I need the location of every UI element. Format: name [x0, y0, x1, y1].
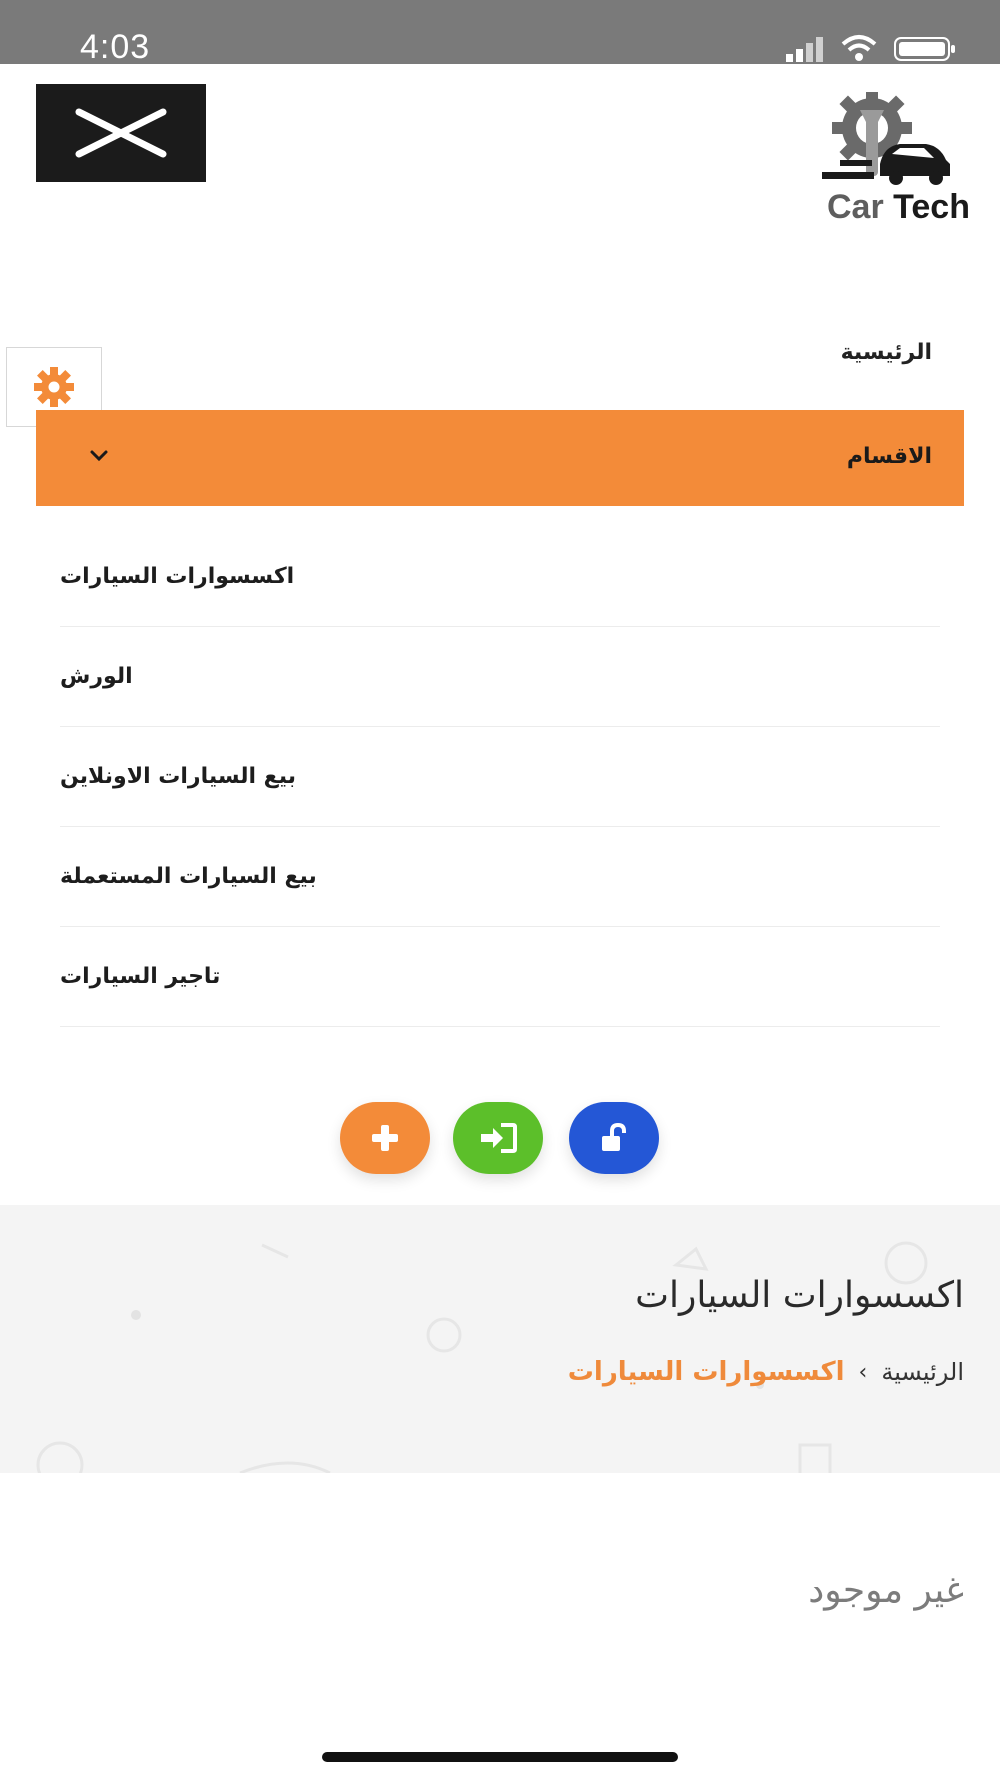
breadcrumb [568, 1357, 964, 1387]
status-bar [0, 0, 1000, 64]
login-button[interactable] [453, 1102, 543, 1174]
unlock-icon [599, 1123, 629, 1153]
submenu-item-online-car-sales[interactable]: بيع السيارات الاونلاين [60, 727, 940, 827]
register-button[interactable] [569, 1102, 659, 1174]
gear-icon [32, 365, 76, 409]
submenu-item-car-accessories[interactable]: اكسسوارات السيارات [60, 527, 940, 627]
empty-state-message: غير موجود [808, 1570, 964, 1611]
plus-icon [370, 1123, 400, 1153]
breadcrumb-home[interactable]: الرئيسية [881, 1358, 964, 1386]
menu-item-home[interactable]: الرئيسية [840, 340, 932, 365]
logo-word-tech: Tech [893, 188, 970, 226]
sign-in-icon [479, 1123, 517, 1153]
breadcrumb-current: اكسسوارات السيارات [567, 1357, 845, 1387]
car-tech-logo[interactable] [800, 92, 970, 232]
page-title: اكسسوارات السيارات [635, 1275, 964, 1316]
menu-sections-label: الاقسام [846, 444, 932, 469]
menu-item-sections[interactable] [36, 410, 964, 506]
wifi-icon [840, 34, 878, 62]
close-menu-button[interactable] [36, 84, 206, 182]
page-banner [0, 1205, 1000, 1473]
submenu-item-workshops[interactable]: الورش [60, 627, 940, 727]
status-time: 4:03 [80, 28, 151, 66]
close-icon [75, 108, 167, 158]
signal-icon [786, 36, 826, 62]
logo-text [800, 188, 970, 227]
battery-icon [894, 36, 956, 62]
sections-submenu [60, 527, 940, 1027]
gear-wrench-car-icon [800, 92, 970, 192]
banner-background-pattern [0, 1205, 1000, 1473]
breadcrumb-separator: › [858, 1359, 868, 1385]
home-indicator [322, 1752, 678, 1762]
submenu-item-car-rental[interactable]: تاجير السيارات [60, 927, 940, 1027]
submenu-item-used-car-sales[interactable]: بيع السيارات المستعملة [60, 827, 940, 927]
chevron-down-icon [88, 448, 110, 464]
logo-word-car: Car [827, 188, 884, 226]
add-button[interactable] [340, 1102, 430, 1174]
